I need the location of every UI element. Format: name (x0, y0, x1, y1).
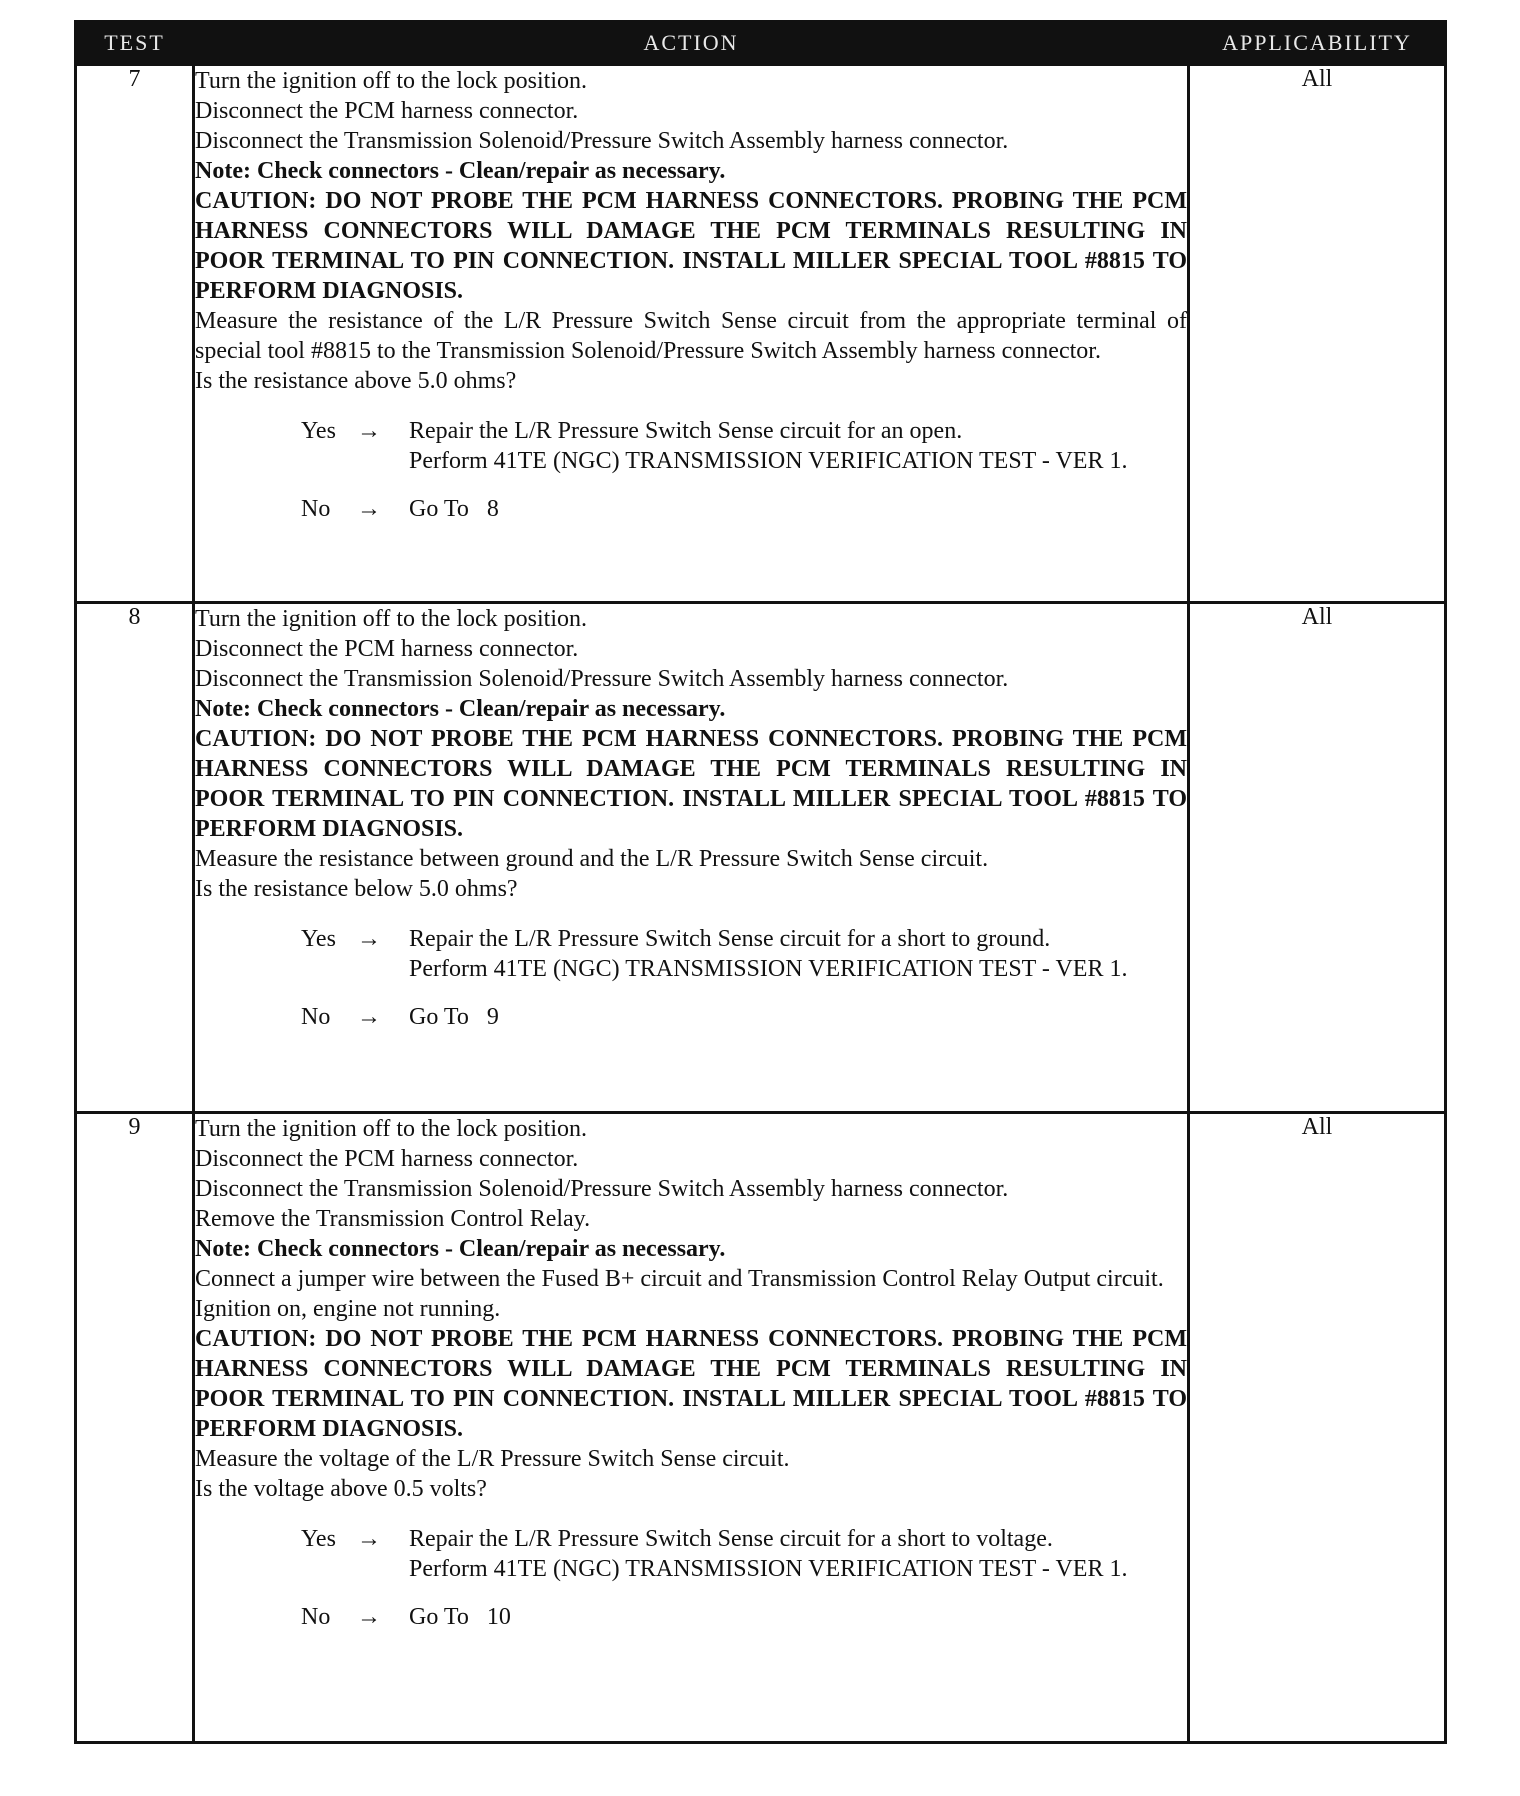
note-text: Note: Check connectors - Clean/repair as necessary. (195, 1236, 726, 1262)
yes-label: Yes (301, 1526, 336, 1552)
yes-branch (301, 416, 1187, 476)
yes-branch (301, 924, 1187, 984)
header-row (76, 22, 1446, 65)
step-line: Disconnect the PCM harness connector. (195, 98, 579, 124)
yes-result-text: Repair the L/R Pressure Switch Sense circuit for a short to voltage. (409, 1526, 1053, 1552)
yes-perform-text: Perform 41TE (NGC) TRANSMISSION VERIFICATION TEST - VER 1. (409, 956, 1128, 982)
test-number: 9 (76, 1113, 194, 1743)
step-line: Turn the ignition off to the lock position. (195, 606, 588, 632)
action-cell (194, 603, 1189, 1113)
measure-text: Measure the voltage of the L/R Pressure Switch Sense circuit. (195, 1446, 790, 1472)
step-line: Disconnect the Transmission Solenoid/Pressure Switch Assembly harness connector. (195, 1176, 1009, 1202)
no-label: No (301, 1004, 331, 1030)
yes-result (409, 416, 1187, 476)
caution-text: CAUTION: DO NOT PROBE THE PCM HARNESS CONNECTORS. PROBING THE PCM HARNESS CONNECTORS WILL DAMAGE THE PCM TERMINALS RESULTING IN POOR TERMINAL TO PIN CONNECTION. INSTALL MILLER SPECIAL TOOL #8815 TO PERFORM DIAGNOSIS. (195, 188, 1187, 304)
question-text: Is the voltage above 0.5 volts? (195, 1476, 487, 1502)
step-line: Turn the ignition off to the lock position. (195, 68, 588, 94)
no-branch (301, 1602, 1187, 1632)
yes-label: Yes (301, 418, 336, 444)
applicability-value: All (1189, 65, 1446, 603)
no-result: Go To 9 (409, 1004, 499, 1030)
table-row (76, 65, 1446, 603)
applicability-value: All (1189, 1113, 1446, 1743)
test-number: 8 (76, 603, 194, 1113)
header-applicability: APPLICABILITY (1189, 22, 1446, 65)
arrow-icon: → (357, 1526, 381, 1552)
yes-branch (301, 1524, 1187, 1584)
question-text: Is the resistance above 5.0 ohms? (195, 368, 517, 394)
question-text: Is the resistance below 5.0 ohms? (195, 876, 518, 902)
header-action: ACTION (194, 22, 1189, 65)
step-line: Remove the Transmission Control Relay. (195, 1206, 591, 1232)
measure-text: Measure the resistance between ground and the L/R Pressure Switch Sense circuit. (195, 846, 989, 872)
no-result: Go To 10 (409, 1604, 511, 1630)
step-line: Turn the ignition off to the lock position. (195, 1116, 588, 1142)
no-branch (301, 1002, 1187, 1032)
table-row (76, 1113, 1446, 1743)
note-text: Note: Check connectors - Clean/repair as necessary. (195, 158, 726, 184)
yes-result (409, 924, 1187, 984)
no-result: Go To 8 (409, 496, 499, 522)
arrow-icon: → (357, 926, 381, 952)
ignition-text: Ignition on, engine not running. (195, 1296, 501, 1322)
yes-label: Yes (301, 926, 336, 952)
arrow-icon: → (357, 418, 381, 444)
action-cell (194, 1113, 1189, 1743)
yes-result (409, 1524, 1187, 1584)
arrow-icon: → (357, 1604, 381, 1630)
no-label: No (301, 496, 331, 522)
action-cell (194, 65, 1189, 603)
no-label: No (301, 1604, 331, 1630)
caution-text: CAUTION: DO NOT PROBE THE PCM HARNESS CONNECTORS. PROBING THE PCM HARNESS CONNECTORS WILL DAMAGE THE PCM TERMINALS RESULTING IN POOR TERMINAL TO PIN CONNECTION. INSTALL MILLER SPECIAL TOOL #8815 TO PERFORM DIAGNOSIS. (195, 1326, 1187, 1442)
applicability-value: All (1189, 603, 1446, 1113)
yes-result-text: Repair the L/R Pressure Switch Sense circuit for a short to ground. (409, 926, 1051, 952)
step-line: Disconnect the PCM harness connector. (195, 636, 579, 662)
jumper-text: Connect a jumper wire between the Fused B+ circuit and Transmission Control Relay Output circuit. (195, 1266, 1164, 1292)
diagnostic-table (74, 20, 1447, 1744)
yes-perform-text: Perform 41TE (NGC) TRANSMISSION VERIFICATION TEST - VER 1. (409, 448, 1128, 474)
note-text: Note: Check connectors - Clean/repair as necessary. (195, 696, 726, 722)
yes-result-text: Repair the L/R Pressure Switch Sense circuit for an open. (409, 418, 963, 444)
yes-perform-text: Perform 41TE (NGC) TRANSMISSION VERIFICATION TEST - VER 1. (409, 1556, 1128, 1582)
step-line: Disconnect the PCM harness connector. (195, 1146, 579, 1172)
measure-text: Measure the resistance of the L/R Pressure Switch Sense circuit from the appropriate terminal of special tool #8815 to the Transmission Solenoid/Pressure Switch Assembly harness connector. (195, 308, 1187, 364)
no-branch (301, 494, 1187, 524)
caution-text: CAUTION: DO NOT PROBE THE PCM HARNESS CONNECTORS. PROBING THE PCM HARNESS CONNECTORS WILL DAMAGE THE PCM TERMINALS RESULTING IN POOR TERMINAL TO PIN CONNECTION. INSTALL MILLER SPECIAL TOOL #8815 TO PERFORM DIAGNOSIS. (195, 726, 1187, 842)
arrow-icon: → (357, 1004, 381, 1030)
table-row (76, 603, 1446, 1113)
arrow-icon: → (357, 496, 381, 522)
test-number: 7 (76, 65, 194, 603)
header-test: TEST (76, 22, 194, 65)
step-line: Disconnect the Transmission Solenoid/Pressure Switch Assembly harness connector. (195, 128, 1009, 154)
step-line: Disconnect the Transmission Solenoid/Pressure Switch Assembly harness connector. (195, 666, 1009, 692)
